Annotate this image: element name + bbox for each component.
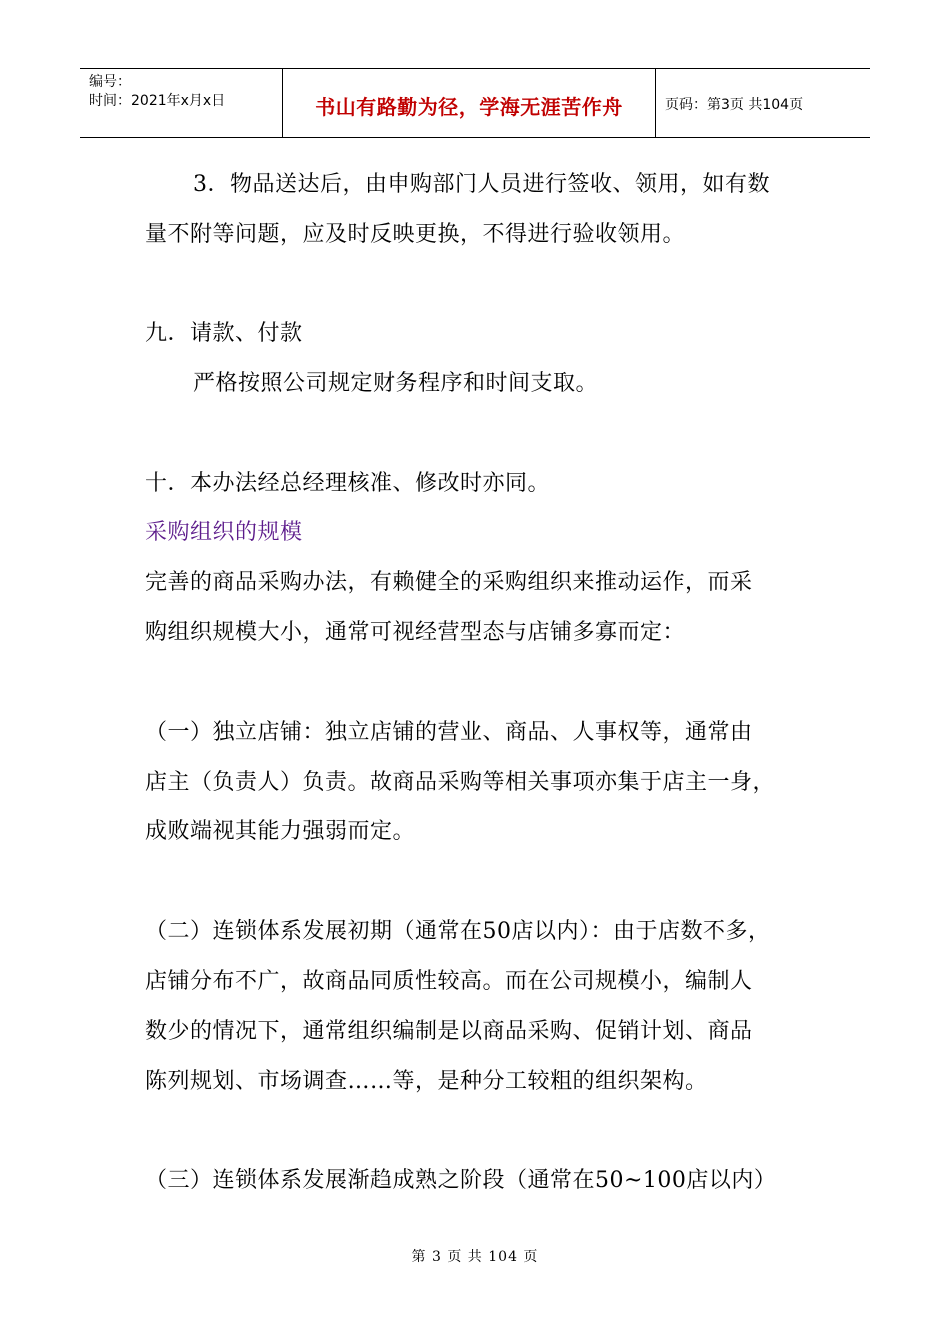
doc-number-label: 编号： [89, 74, 131, 90]
header-meta-cell [80, 69, 283, 137]
header-page-cell [656, 69, 870, 137]
header-motto-cell [283, 69, 656, 137]
paragraph-line: 店主（负责人）负责。故商品采购等相关事项亦集于店主一身， [145, 770, 776, 795]
section-heading-ten: 十．本办法经总经理核准、修改时亦同。 [145, 471, 551, 496]
paragraph-line: 3．物品送达后，由申购部门人员进行签收、领用，如有数 [193, 172, 770, 197]
paragraph-line: 店铺分布不广，故商品同质性较高。而在公司规模小，编制人 [145, 969, 753, 994]
page-footer: 第 3 页 共 104 页 [411, 1249, 539, 1265]
paragraph-line: 完善的商品采购办法，有赖健全的采购组织来推动运作，而采 [145, 570, 753, 595]
paragraph-line: 严格按照公司规定财务程序和时间支取。 [193, 371, 599, 396]
section-title: 采购组织的规模 [145, 520, 303, 545]
paragraph-line: 陈列规划、市场调查……等，是种分工较粗的组织架构。 [145, 1069, 708, 1094]
page-header [80, 68, 870, 138]
page-info: 页码：第3页 共104页 [665, 97, 804, 113]
date-line: 时间：2021年x月x日 [89, 93, 226, 109]
paragraph-line: （二）连锁体系发展初期（通常在50店以内）：由于店数不多， [145, 919, 771, 944]
paragraph-line: 成败端视其能力强弱而定。 [145, 819, 416, 844]
paragraph-line: （一）独立店铺：独立店铺的营业、商品、人事权等，通常由 [145, 720, 753, 745]
paragraph-line: 数少的情况下，通常组织编制是以商品采购、促销计划、商品 [145, 1019, 753, 1044]
motto: 书山有路勤为径，学海无涯苦作舟 [315, 95, 623, 119]
paragraph-line: 购组织规模大小，通常可视经营型态与店铺多寡而定： [145, 620, 686, 645]
paragraph-line: （三）连锁体系发展渐趋成熟之阶段（通常在50~100店以内） [145, 1168, 777, 1193]
paragraph-line: 量不附等问题，应及时反映更换，不得进行验收领用。 [145, 222, 686, 247]
section-heading-nine: 九．请款、付款 [145, 321, 303, 346]
